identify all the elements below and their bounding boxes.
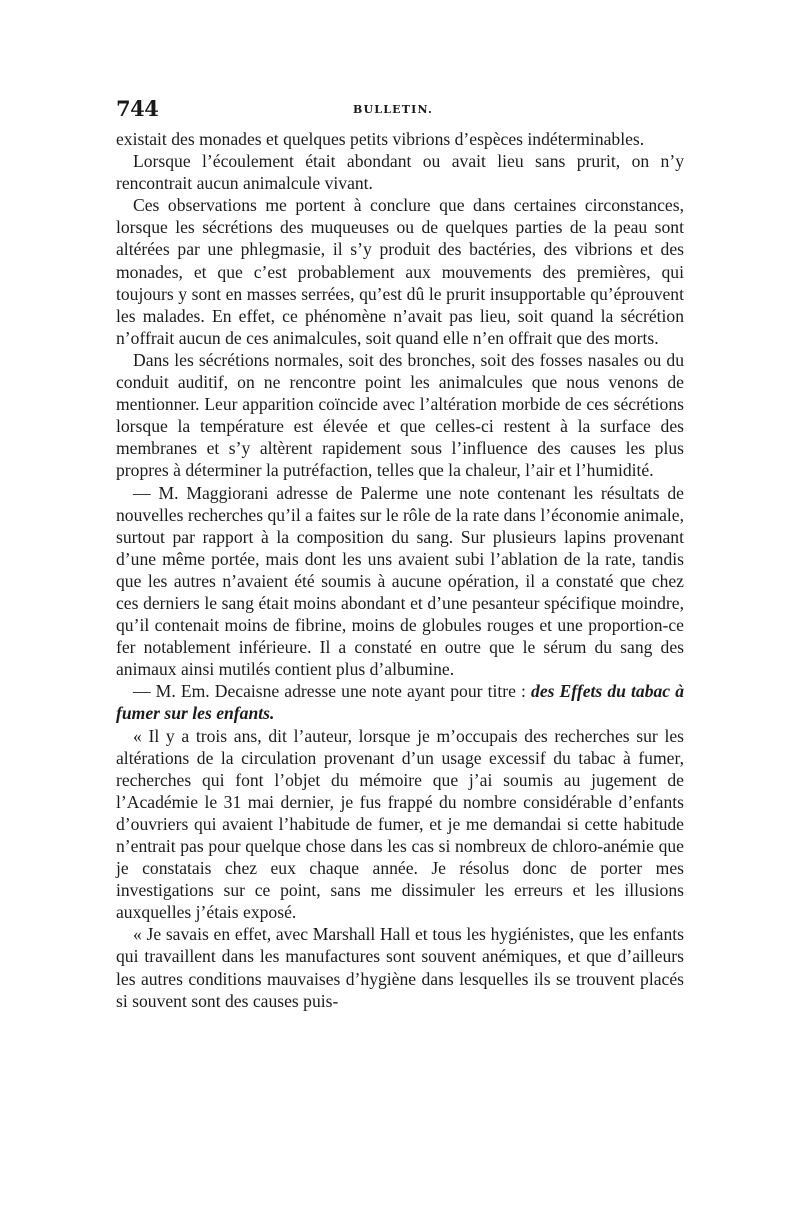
body-text (116, 128, 684, 1012)
page-number: 744 (116, 96, 159, 121)
paragraph-with-title (116, 680, 684, 724)
paragraph: Lorsque l’écoulement était abondant ou avait lieu sans prurit, on n’y rencontrait aucun animalcule vivant. (116, 151, 684, 194)
paragraph: « Je savais en effet, avec Marshall Hall et tous les hygiénistes, que les enfants qui travaillent dans les manufactures sont souvent anémiques, et que d’ailleurs les autres conditions mauvaises d’hygiène dans lesquelles ils se trouvent placés si souvent sont des causes puis- (116, 924, 684, 1011)
paragraph: — M. Maggiorani adresse de Palerme une note contenant les résultats de nouvelles recherches qu’il a faites sur le rôle de la rate dans l’économie animale, surtout par rapport à la composition du sang. Sur plusieurs lapins provenant d’une même portée, mais dont les uns avaient subi l’ablation de la rate, tandis que les autres n’avaient été soumis à aucune opération, il a constaté que chez ces derniers le sang était moins abondant et d’une pesanteur spécifique moindre, qu’il contenait moins de fibrine, moins de globules rouges et une proportion-ce fer notablement inférieure. Il a constaté en outre que le sérum du sang des animaux ainsi mutilés contient plus d’albumine. (116, 482, 684, 680)
italic-title: des Effets du tabac à fumer sur les enfants. (116, 681, 684, 724)
paragraph: existait des monades et quelques petits vibrions d’espèces indéterminables. (116, 129, 645, 149)
running-head: BULLETIN. (353, 103, 434, 116)
paragraph: Dans les sécrétions normales, soit des bronches, soit des fosses nasales ou du conduit auditif, on ne rencontre point les animalcules que nous venons de mentionner. Leur apparition coïncide avec l’altération morbide de ces sécrétions lorsque la température est élevée et que celles-ci restent à la surface des membranes et s’y altèrent rapidement sous l’influence des causes les plus propres à déterminer la putréfaction, telles que la chaleur, l’air et l’humidité. (116, 349, 684, 481)
paragraph-text: — M. Em. Decaisne adresse une note ayant pour titre : (133, 681, 532, 702)
paragraph: Ces observations me portent à conclure que dans certaines circonstances, lorsque les sécrétions des muqueuses ou de quelques parties de la peau sont altérées par une phlegmasie, il s’y produit des bactéries, des vibrions et des monades, et que c’est probablement aux mouvements des premières, qui toujours y sont en masses serrées, qu’est dû le prurit insupportable qu’éprouvent les malades. En effet, ce phénomène n’avait pas lieu, soit quand la sécrétion n’offrait aucun de ces animalcules, soit quand elle n’en offrait que des morts. (116, 195, 684, 348)
page-header (116, 96, 684, 124)
paragraph: « Il y a trois ans, dit l’auteur, lorsque je m’occupais des recherches sur les altérations de la circulation provenant d’un usage excessif du tabac à fumer, recherches qui font l’objet du mémoire que j’ai soumis au jugement de l’Académie le 31 mai dernier, je fus frappé du nombre considérable d’enfants d’ouvriers qui avaient l’habitude de fumer, et je me demandai si cette habitude n’entrait pas pour quelque chose dans les cas si nombreux de chloro-anémie que je constatais chez eux chaque année. Je résolus donc de porter mes investigations sur ce point, sans me dissimuler les erreurs et les illusions auxquelles j’étais exposé. (116, 725, 684, 923)
